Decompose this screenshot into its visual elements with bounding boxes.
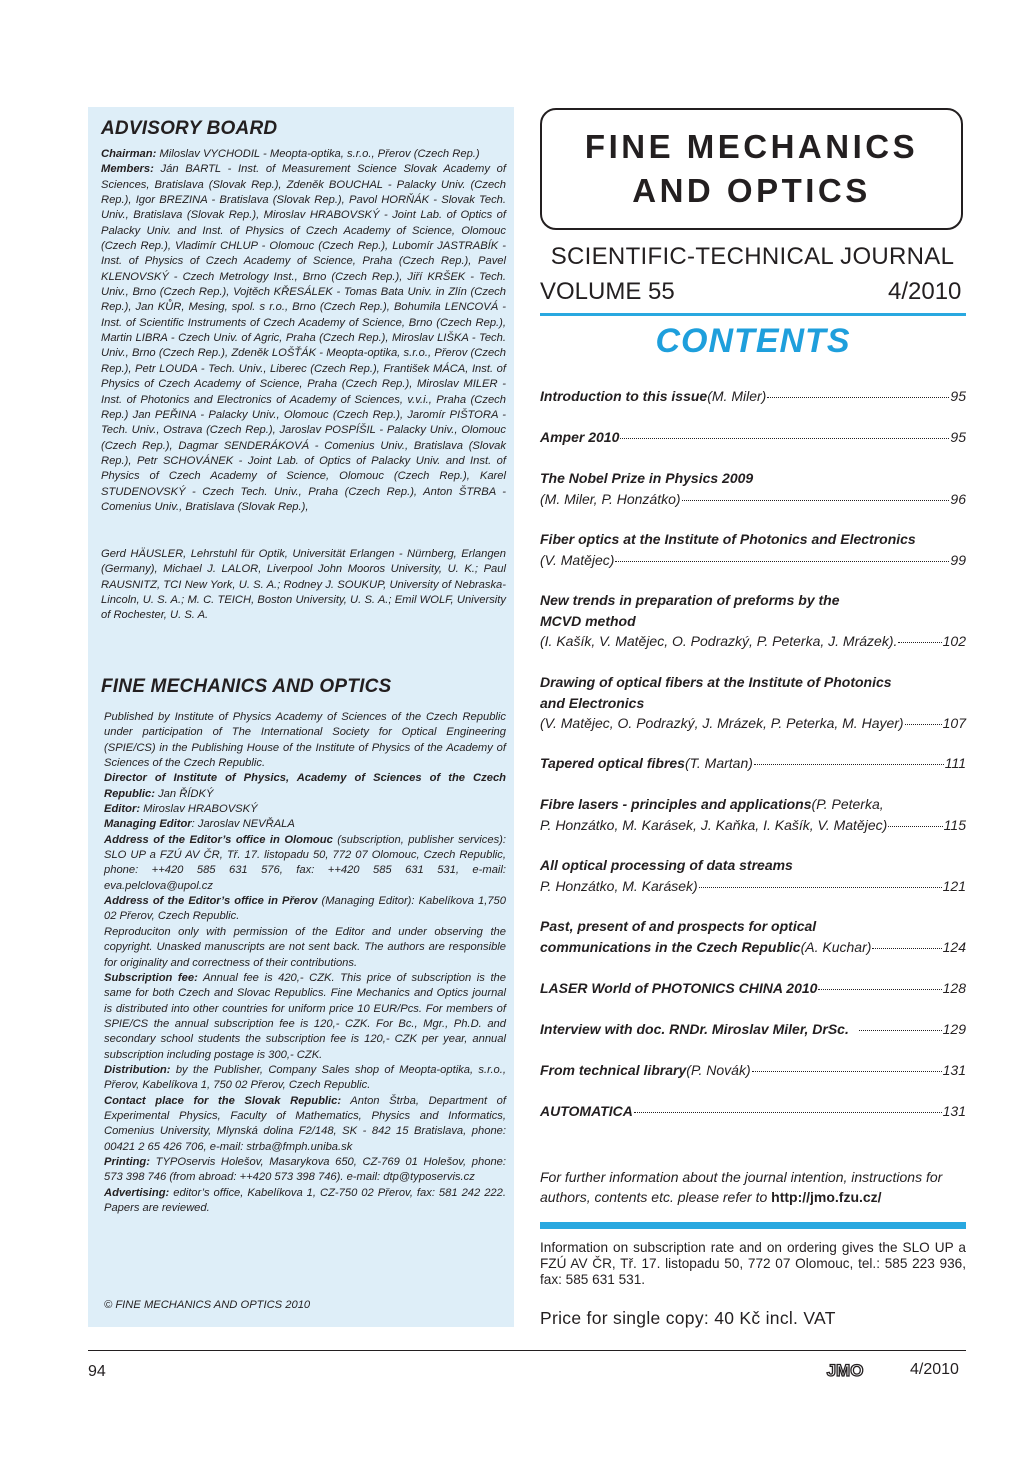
- leader-dots: [634, 1112, 942, 1113]
- olomouc-office-label: Address of the Editor’s office in Olomouc: [104, 833, 333, 846]
- toc-title: From technical library: [540, 1062, 687, 1078]
- managing-editor-text: : Jaroslav NEVŘALA: [191, 818, 295, 831]
- toc-title-cont: communications in the Czech Republic: [540, 938, 801, 955]
- distribution-label: Distribution:: [104, 1063, 171, 1076]
- issue-label: 4/2010: [888, 278, 962, 305]
- toc-page: 102: [942, 633, 966, 649]
- toc-page: 131: [942, 1103, 966, 1119]
- toc-authors: (M. Miler, P. Honzátko): [540, 490, 681, 507]
- olomouc-office-text: (subscription, publisher services): SLO UP a FZÚ AV ČR, Tř. 17. listopadu 50, 772 07 Olomouc, Czech Republic, phone: ++420 585 631 576, fax: ++420 585 631 531, e-mail: eva.pelclova@upol.cz: [104, 833, 506, 892]
- distribution-text: by the Publisher, Company Sales shop of Meopta-optika, s.r.o., Přerov, Kabelíkova 1, 750 02 Přerov, Czech Republic.: [104, 1063, 506, 1092]
- toc-entry[interactable]: [540, 590, 966, 652]
- journal-title-line-1: FINE MECHANICS: [584, 128, 919, 165]
- toc-title-cont: MCVD method: [540, 612, 636, 629]
- toc-title: Amper 2010: [540, 429, 620, 445]
- toc-entry[interactable]: [540, 427, 966, 448]
- price-label: Price for single copy: 40 Kč incl. VAT: [540, 1308, 836, 1328]
- director-text: Jan ŘÍDKÝ: [154, 787, 214, 800]
- leader-dots: [615, 561, 949, 562]
- reproduction-notice: Reproduciton only with permission of the Editor and under observing the copyright. Unasked manuscripts are not sent back. The authors are responsible for originality and correctness of their contributions.: [104, 925, 506, 969]
- toc-authors: (M. Miler): [707, 388, 767, 404]
- toc-title: Tapered optical fibres: [540, 755, 685, 771]
- toc-authors-line-1: (P. Peterka,: [811, 796, 884, 812]
- divider-bar: [540, 313, 966, 316]
- toc-authors: (P. Novák): [686, 1062, 751, 1078]
- toc-entry[interactable]: [540, 672, 966, 734]
- toc-authors: (I. Kašík, V. Matějec, O. Podrazký, P. Peterka, J. Mrázek).: [540, 633, 898, 649]
- footer-issue: 4/2010: [910, 1361, 959, 1378]
- members-text: Ján BARTL - Inst. of Measurement Science Slovak Academy of Sciences, Bratislava (Slovak Rep.), Zdeněk BOUCHAL - Palacky Univ. (Czech Rep.), Igor BREZINA - Bratislava (Slovak Rep.), Pavol HORŇÁK - Slovak Tech. Univ., Bratislava (Slovak Rep.), Miroslav HRABOVSKÝ - Joint Lab. of Optics of Palacky Univ. and Inst. of Physics of Czech Academy of Science, Olomouc (Czech Rep.), Vladimír CHLUP - Olomouc (Czech Rep.), Lubomír JASTRABÍK - Inst. of Physics of Czech Academy of Science, Praha (Czech Rep.), Pavel KLENOVSKÝ - Czech Metrology Inst., Brno (Czech Rep.), Jiří KRŠEK - Tech. Univ., Brno (Czech Rep.), Vojtěch KŘESÁLEK - Tomas Bata Univ. in Zlín (Czech Rep.), Jan KŮR, Mesing, spol. s r.o., Brno (Czech Rep.), Bohumila LENCOVÁ - Inst. of Scientific Instruments of Czech Academy of Science, Brno (Czech Rep.), Martin LIBRA - Czech Univ. of Agric, Praha (Czech Rep.), Miroslav LIŠKA - Tech. Univ., Brno (Czech Rep.), Zdeněk LOŠŤÁK - Meopta-optika, s.r.o., Přerov (Czech Rep.), Petr LOUDA - Tech. Univ., Liberec (Czech Rep.), František MÁCA, Inst. of Physics of Czech Academy of Science, Praha (Czech Rep.), Miroslav MILER - Inst. of Photonics and Electronics of Academy of Sciences, v.v.i., Praha (Czech Rep.) Jan PEŘINA - Palacky Univ., Olomouc (Czech Rep.), Jaromír PIŠTORA - Tech. Univ., Ostrava (Czech Rep.), Jaroslav POSPÍŠIL - Palacky Univ., Olomouc (Czech Rep.), Dagmar SENDERÁKOVÁ - Comenius Univ., Bratislava (Slovak Rep.), Petr SCHOVÁNEK - Joint Lab. of Optics of Palacky Univ. and Inst. of Physics of Czech Academy of Science, Olomouc (Czech Rep.), Karel STUDENOVSKÝ - Czech Tech. Univ., Praha (Czech Rep.), Anton ŠTRBA - Comenius Univ., Bratislava (Slovak Rep.),: [101, 163, 506, 513]
- toc-page: 107: [942, 715, 966, 731]
- toc-entry[interactable]: [540, 468, 966, 509]
- jmo-logo: [822, 1361, 868, 1379]
- subscription-text: Annual fee is 420,- CZK. This price of subscription is the same for both Czech and Slovac Republics. Fine Mechanics and Optics journal is distributed into other countries for uniform price 10 EUR/Pcs. For members of SPIE/CS the annual subscription fee is 120,- CZK. For Bc., Mgr., Ph.D. and secondary school students the subscription fee is 120,- CZK per year, annual subscription including postage is 300,- CZK.: [104, 971, 506, 1061]
- jmo-logo-text: JMO: [826, 1361, 864, 1379]
- copyright: © FINE MECHANICS AND OPTICS 2010: [104, 1299, 311, 1311]
- toc-entry[interactable]: [540, 1019, 966, 1040]
- leader-dots: [898, 642, 941, 643]
- toc-title: Fibre lasers - principles and applications: [540, 796, 812, 812]
- toc-authors: (T. Martan): [684, 755, 753, 771]
- toc-page: 129: [942, 1021, 966, 1037]
- editor-text: Miroslav HRABOVSKÝ: [140, 803, 258, 816]
- toc-authors: P. Honzátko, M. Karásek): [540, 877, 698, 894]
- journal-title-box: [540, 108, 963, 230]
- printing-text: TYPOservis Holešov, Masarykova 650, CZ-769 01 Holešov, phone: 573 398 746 (from abroad: ++420 573 398 746). e-mail: dtp@typoservis.cz: [104, 1155, 506, 1184]
- divider-bar-thick: [540, 1222, 966, 1229]
- journal-subtitle: SCIENTIFIC-TECHNICAL JOURNAL: [550, 243, 955, 270]
- page-number: 94: [88, 1363, 106, 1380]
- publisher-info: [104, 710, 506, 1216]
- leader-dots: [767, 397, 949, 398]
- toc-entry[interactable]: [540, 855, 966, 896]
- toc-title-cont: and Electronics: [540, 694, 645, 711]
- toc-page: 128: [942, 980, 966, 996]
- leader-dots: [859, 1030, 942, 1031]
- toc-entry[interactable]: [540, 1060, 966, 1081]
- toc-page: 95: [950, 429, 966, 445]
- toc-entry[interactable]: [540, 978, 966, 999]
- further-info: [540, 1167, 966, 1207]
- toc-title: The Nobel Prize in Physics 2009: [540, 470, 754, 486]
- editor-label: Editor:: [104, 803, 141, 816]
- published-by: Published by Institute of Physics Academy of Sciences of the Czech Republic under participation of The International Society for Optical Engineering (SPIE/CS) in the Publishing House of the Institute of Physics of the Academy of Sciences of the Czech Republic.: [104, 711, 506, 770]
- leader-dots: [699, 887, 942, 888]
- toc-entry[interactable]: [540, 794, 966, 835]
- toc-title: Introduction to this issue: [540, 388, 708, 404]
- toc-title: Interview with doc. RNDr. Miroslav Miler, DrSc.: [540, 1021, 849, 1037]
- toc-entry[interactable]: [540, 916, 966, 957]
- toc-title: Fiber optics at the Institute of Photonics and Electronics: [540, 531, 916, 547]
- leader-dots: [752, 1071, 942, 1072]
- advertising-label: Advertising:: [104, 1186, 170, 1199]
- toc-page: 99: [950, 551, 966, 568]
- managing-editor-label: Managing Editor: [104, 818, 192, 831]
- toc-title: New trends in preparation of preforms by the: [540, 592, 840, 608]
- advertising-text: editor’s office, Kabelíkova 1, CZ-750 02 Přerov, fax: 581 242 222. Papers are reviewed.: [104, 1186, 506, 1214]
- prerov-office-label: Address of the Editor’s office in Přerov: [104, 895, 318, 908]
- toc-page: 131: [942, 1062, 966, 1078]
- footer-rule: [88, 1350, 966, 1351]
- toc-authors: (A. Kuchar): [800, 938, 872, 955]
- toc-title: LASER World of PHOTONICS CHINA 2010: [540, 980, 818, 996]
- toc-page: 115: [943, 816, 966, 833]
- printing-label: Printing:: [104, 1155, 150, 1168]
- leader-dots: [905, 724, 942, 725]
- volume-label: VOLUME 55: [540, 278, 675, 305]
- advisory-board-heading: ADVISORY BOARD: [101, 118, 278, 139]
- toc-title: AUTOMATICA: [540, 1103, 633, 1119]
- leader-dots: [620, 438, 949, 439]
- subscription-info: Information on subscription rate and on ordering gives the SLO UP a FZÚ AV ČR, Tř. 17. listopadu 50, 772 07 Olomouc, tel.: 585 223 936, fax: 585 631 531.: [540, 1240, 966, 1287]
- leader-dots: [818, 989, 941, 990]
- members-label: Members:: [101, 163, 154, 176]
- international-members: Gerd HÄUSLER, Lehrstuhl für Optik, Universität Erlangen - Nürnberg, Erlangen (Germany), Michael J. LALOR, Liverpool John Mooros University, U. K.; Paul RAUSNITZ, TCI New York, U. S. A.; Rodney J. SOUKUP, University of Nebraska-Lincoln, U. S. A.; M. C. TEICH, Boston University, U. S. A.; Emil WOLF, University of Rochester, U. S. A.: [101, 548, 506, 622]
- toc-page: 95: [950, 388, 966, 404]
- slovak-contact-text: Anton Štrba, Department of Experimental Physics, Faculty of Mathematics, Physics and Informatics, Comenius University, Mlynská dolina F2/148, SK - 842 15 Bratislava, phone: 00421 2 65 426 706, e-mail: strba@fmph.uniba.sk: [104, 1094, 506, 1153]
- toc-entry[interactable]: [540, 386, 966, 407]
- director-label: Director of Institute of Physics, Academy of Sciences of the Czech Republic:: [104, 772, 506, 800]
- subscription-label: Subscription fee:: [104, 971, 198, 984]
- toc-page: 124: [942, 938, 966, 955]
- journal-url-link[interactable]: http://jmo.fzu.cz/: [771, 1189, 882, 1205]
- chairman-label: Chairman:: [101, 148, 157, 160]
- toc-entry[interactable]: [540, 529, 966, 570]
- toc-entry[interactable]: [540, 753, 966, 774]
- toc-title: Drawing of optical fibers at the Institute of Photonics: [540, 674, 892, 690]
- contents-heading: CONTENTS: [655, 322, 851, 360]
- prerov-office-text: (Managing Editor): Kabelíkova 1,750 02 Přerov, Czech Republic.: [104, 895, 506, 923]
- toc-entry[interactable]: [540, 1101, 966, 1122]
- leader-dots: [872, 948, 941, 949]
- slovak-contact-label: Contact place for the Slovak Republic:: [104, 1094, 342, 1107]
- toc-title: Past, present of and prospects for optical: [540, 918, 817, 934]
- toc-title: All optical processing of data streams: [540, 857, 793, 873]
- toc-authors: P. Honzátko, M. Karásek, J. Kaňka, I. Kašík, V. Matějec): [540, 816, 888, 833]
- leader-dots: [754, 764, 944, 765]
- leader-dots: [888, 826, 942, 827]
- toc-page: 96: [950, 490, 966, 507]
- leader-dots: [682, 500, 950, 501]
- toc-authors: (V. Matějec): [540, 551, 615, 568]
- toc-page: 111: [944, 755, 966, 771]
- publisher-heading: FINE MECHANICS AND OPTICS: [101, 676, 392, 697]
- toc-authors: (V. Matějec, O. Podrazký, J. Mrázek, P. Peterka, M. Hayer): [540, 715, 904, 731]
- further-info-text: For further information about the journal intention, instructions for authors, contents etc. please refer to: [540, 1169, 943, 1205]
- toc-page: 121: [942, 877, 966, 894]
- advisory-board-members: [101, 147, 506, 515]
- journal-title-line-2: AND OPTICS: [632, 172, 871, 209]
- chairman-text: Miloslav VYCHODIL - Meopta-optika, s.r.o., Přerov (Czech Rep.): [156, 148, 480, 160]
